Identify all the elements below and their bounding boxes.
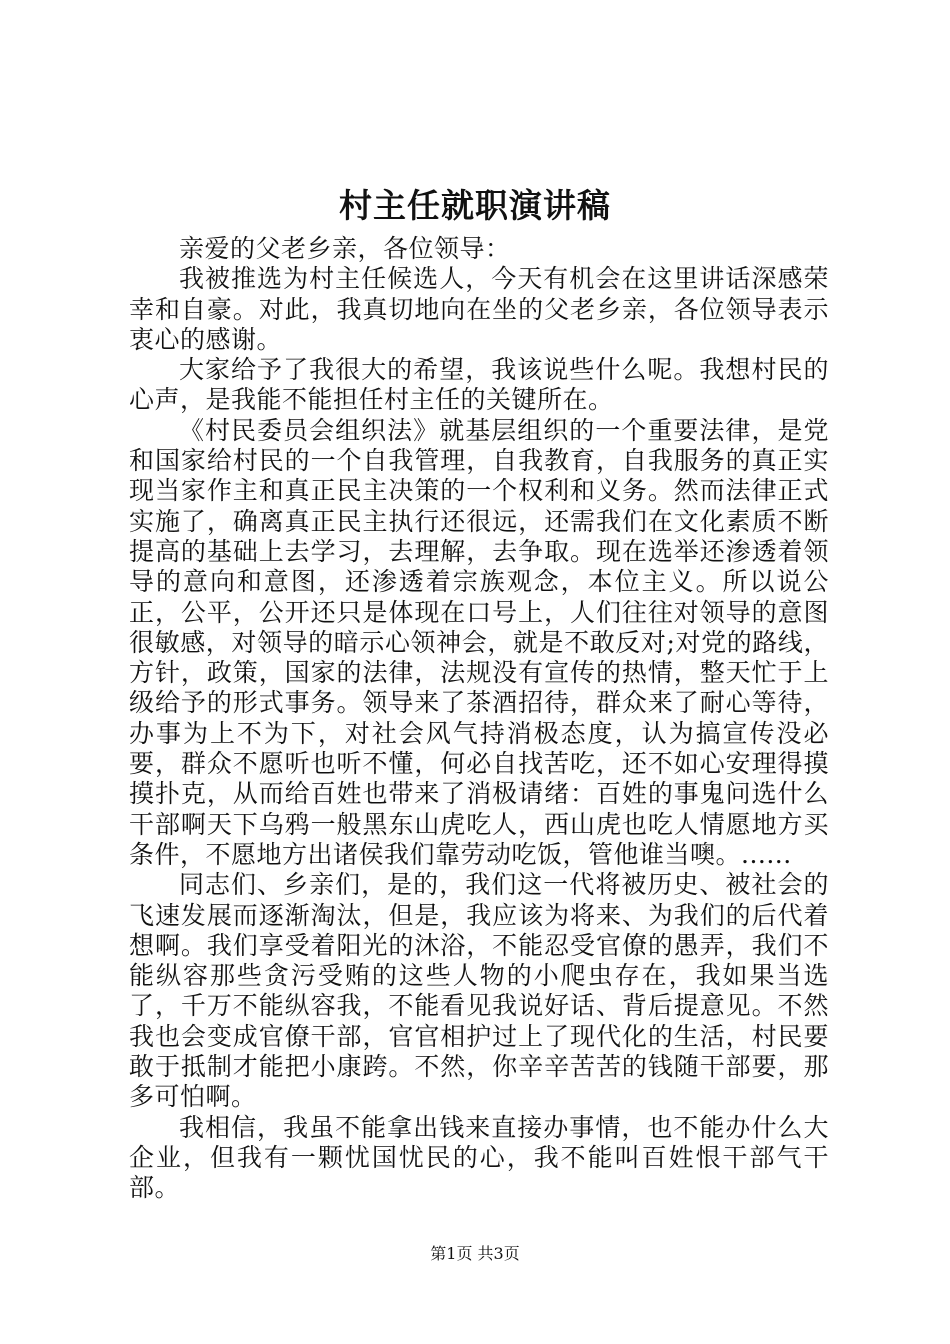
document-body — [129, 234, 829, 1204]
document-title: 村主任就职演讲稿 — [339, 186, 611, 225]
paragraph: 同志们、乡亲们，是的，我们这一代将被历史、被社会的飞速发展而逐渐淘汰，但是，我应该为将来、为我们的后代着想啊。我们享受着阳光的沐浴，不能忍受官僚的愚弄，我们不能纵容那些贪污受贿的这些人物的小爬虫存在，我如果当选了，千万不能纵容我，不能看见我说好话、背后提意见。不然我也会变成官僚干部，官官相护过上了现代化的生活，村民要敢于抵制才能把小康跨。不然，你辛辛苦苦的钱随干部要，那多可怕啊。 — [129, 870, 829, 1112]
page-number-footer: 第1页 共3页 — [430, 1244, 520, 1263]
paragraph-salutation: 亲爱的父老乡亲，各位领导： — [179, 234, 511, 263]
paragraph: 我被推选为村主任候选人，今天有机会在这里讲话深感荣幸和自豪。对此，我真切地向在坐的父老乡亲，各位领导表示衷心的感谢。 — [129, 264, 829, 354]
paragraph: 大家给予了我很大的希望，我该说些什么呢。我想村民的心声，是我能不能担任村主任的关键所在。 — [129, 355, 829, 415]
paragraph: 我相信，我虽不能拿出钱来直接办事情，也不能办什么大企业，但我有一颗忧国忧民的心，我不能叫百姓恨干部气干部。 — [129, 1112, 829, 1203]
paragraph: 《村民委员会组织法》就基层组织的一个重要法律，是党和国家给村民的一个自我管理，自我教育，自我服务的真正实现当家作主和真正民主决策的一个权利和义务。然而法律正式实施了，确离真正民主执行还很远，还需我们在文化素质不断提高的基础上去学习，去理解，去争取。现在选举还渗透着领导的意向和意图，还渗透着宗族观念，本位主义。所以说公正，公平，公开还只是体现在口号上，人们往往对领导的意图很敏感，对领导的暗示心领神会，就是不敢反对;对党的路线，方针，政策，国家的法律，法规没有宣传的热情，整天忙于上级给予的形式事务。领导来了茶酒招待，群众来了耐心等待，办事为上不为下，对社会风气持消极态度，认为搞宣传没必要，群众不愿听也听不懂，何必自找苦吃，还不如心安理得摸摸扑克，从而给百姓也带来了消极请绪：百姓的事鬼问选什么干部啊天下乌鸦一般黑东山虎吃人，西山虎也吃人情愿地方买条件，不愿地方出诸侯我们靠劳动吃饭，管他谁当噢。...... — [129, 415, 829, 869]
